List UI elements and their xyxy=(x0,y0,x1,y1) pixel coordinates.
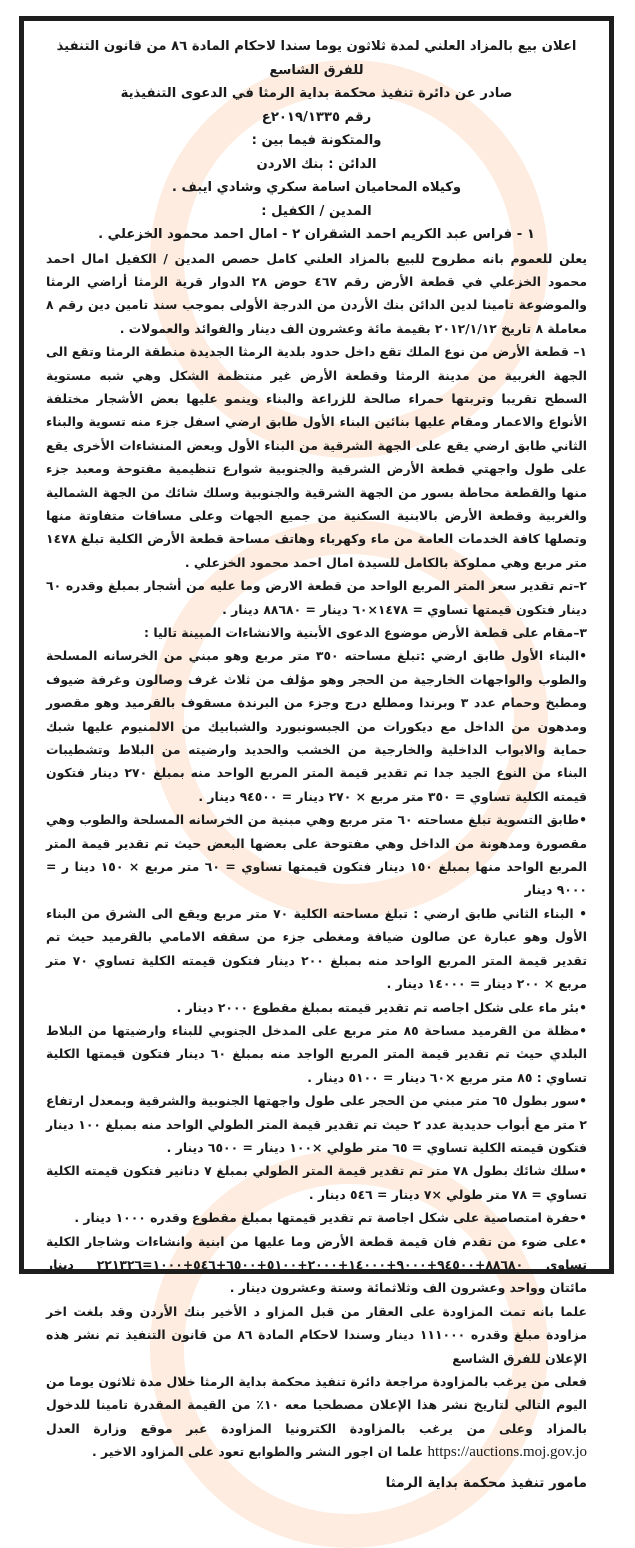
last-bid: علما بانه تمت المزاودة على العقار من قبل المزاو د الأخير بنك الأردن وقد بلغت اخر مزاودة مبلغ وقدره ١١١٠٠٠ دينار وسندا لاحكام المادة ٨٦ من قانون التنفيذ تم نشر هذه الإعلان للفرق الشاسع xyxy=(46,1303,587,1366)
parties-intro: والمتكونة فيما بين : xyxy=(251,133,382,148)
auction-notice xyxy=(19,16,614,1491)
bullet-well: •بئر ماء على شكل اجاصه تم تقدير قيمته بمبلغ مقطوع ٢٠٠٠ دينار . xyxy=(176,999,587,1015)
bullet-total: •على ضوء من تقدم فان قيمة قطعة الأرض وما عليها من ابنية وانشاءات وشاجار الكلية تساوي ٨٨٦٨٠+٩٤٥٠٠+٩٠٠٠+١٤٠٠٠+٢٠٠٠+٥١٠٠+٦٥٠٠+٥٤٦+١٠٠٠=٢٢١٣٢٦ دينار مائتان وواحد وعشرون الف وثلاثمائة وستة وعشرون دينار . xyxy=(46,1233,587,1296)
creditor: الدائن : بنك الاردن xyxy=(256,156,377,172)
item-2: ٢–تم تقدير سعر المتر المربع الواحد من قطعة الارض وما عليه من أشجار بمبلغ وقدره ٦٠ دينار فتكون قيمتها تساوي = ١٤٧٨×٦٠ دينار = ٨٨٦٨٠ دينار . xyxy=(46,578,587,617)
bullet-building-1: •البناء الأول طابق ارضي :تبلغ مساحته ٣٥٠ متر مربع وهو مبني من الخرسانه المسلحة والطوب والواجهات الخارجية من الحجر وهو مؤلف من ثلاث غرف وصالون وغرفة ضيوف ومطبخ وحمام عدد ٣ وبرندا ومطلع درج وجزء من البرندة مسقوف بالقرميد وهو مقصور ومدهون من الداخل مع ديكورات من الجبسونبورد والشبابيك من الالمنيوم عليها شبك حماية والابواب الداخلية والخارجية من الخشب والحديد وارضيته من البلاط وتشطيبات البناء من النوع الجيد جدا تم تقدير قيمة المتر المربع الواحد منه بمبلغ ٢٧٠ دينار فتكون قيمته الكلية تساوي = ٣٥٠ متر مربع × ٢٧٠ دينار = ٩٤٥٠٠ دينار . xyxy=(46,648,587,804)
bullet-wall: •سور بطول ٦٥ متر مبني من الحجر على طول واجهتها الجنوبية والشرقية وبمعدل ارتفاع ٢ متر مع أبواب حديدية عدد ٢ حيث تم تقدير قيمة المتر الطولي الواحد منه بمبلغ ١٠٠ دينار فتكون قيمته الكلية تساوي = ٦٥ متر طولي ×١٠٠ دينار = ٦٥٠٠ دينار . xyxy=(46,1093,587,1155)
notice-title: اعلان بيع بالمزاد العلني لمدة ثلاثون يوما سندا لاحكام المادة ٨٦ من قانون التنفيذ للفرق الشاسع xyxy=(56,39,577,78)
bullet-wire: •سلك شائك بطول ٧٨ متر تم تقدير قيمة المتر الطولي بمبلغ ٧ دنانير فتكون قيمته الكلية تساوي = ٧٨ متر طولي ×٧ دينار = ٥٤٦ دينار . xyxy=(46,1163,587,1202)
debtors: ١ - فراس عبد الكريم احمد الشقران ٢ - امال احمد محمود الخزعلي . xyxy=(98,227,535,242)
item-3: ٣–مقام على قطعة الأرض موضوع الدعوى الأبنية والانشاءات المبينة تاليا : xyxy=(144,625,587,640)
signature: مامور تنفيذ محكمة بداية الرمثا xyxy=(385,1474,587,1491)
instructions-fees: علما ان اجور النشر والطوابع تعود على المزاود الاخير . xyxy=(92,1444,424,1460)
auctions-link[interactable]: https://auctions.moj.gov.jo xyxy=(427,1444,587,1461)
item-1: ١– قطعة الأرض من نوع الملك تقع داخل حدود بلدية الرمثا الجديدة منطقة الرمثا وتقع الى الجهة الغربية من مدينة الرمثا وقطعة الأرض غير منتظمة الشكل وهي شبه مستوية السطح تقريبا وتربتها حمراء صالحة للزراعة والبناء وينمو عليها بعض الأشجار مختلفة الأنواع والاعمار ومقام عليها بنائين البناء الأول طابق ارضي اسفل جزء منه تسوية والبناء الثاني طابق ارضي يقع على الجهة الشرقية من البناء الأول وبعض المنشاءات الأخرى يقع على طول واجهتي قطعة الأرض الشرقية والجنوبية شوارع تنظيمية مفتوحة ومعبد جزء منها والقطعة محاطة بسور من الجهة الشرقية والجنوبية وسلك شائك من الجهة الشمالية والغربية وقطعة الأرض بالابنية السكنية من جميع الجهات وعلى مسافات متفاوتة منها وتصلها كافة الخدمات العامة من ماء وكهرباء وهاتف مساحة قطعة الأرض الكلية تبلغ ١٤٧٨ متر مربع وهي مملوكة بالكامل للسيدة امال احمد محمود الخزعلي . xyxy=(46,344,587,570)
intro-paragraph: يعلن للعموم بانه مطروح للبيع بالمزاد العلني كامل حصص المدين / الكفيل امال احمد محمود الخزعلي في قطعة الأرض رقم ٤٦٧ حوض ٢٨ الدوار قرية الرمثا أراضي الرمثا والموضوعة تامينا لدين الدائن بنك الأردن من الدرجة الأولى بموجب سند تامين دين رقم ٨ معاملة ٨ تاريخ ٢٠١٢/١/١٢ بقيمة مائة وعشرون الف دينار والفوائد والعمولات . xyxy=(46,250,587,336)
bullet-building-2: • البناء الثاني طابق ارضي : تبلغ مساحته الكلية ٧٠ متر مربع ويقع الى الشرق من البناء الأول وهو عبارة عن صالون ضيافة ومغطى جزء من سقفه الامامي بالقرميد حيث تم تقدير قيمة المتر المربع الواحد منه بمبلغ ٢٠٠ دينار فتكون قيمته الكلية تساوي ٧٠ متر مربع × ٢٠٠ دينار = ١٤٠٠٠ دينار . xyxy=(46,905,587,992)
case-number: رقم ٢٠١٩/١٣٣٥ع xyxy=(261,109,372,125)
debtor-label: المدين / الكفيل : xyxy=(261,203,372,219)
attorneys: وكيلاه المحاميان اسامة سكري وشادي ايبف . xyxy=(171,180,462,195)
notice-subtitle: صادر عن دائرة تنفيذ محكمة بداية الرمثا في الدعوى التنفيذية xyxy=(120,86,513,101)
bullet-basement: •طابق التسوية تبلغ مساحته ٦٠ متر مربع وهي مبنية من الخرسانه المسلحة والطوب وهي مقصورة ومدهونة من الداخل وهي مفتوحة على بعضها البعض حيث تم تقدير قيمة المتر المربع الواحد منها بمبلغ ١٥٠ دينار فتكون قيمتها تساوي = ٦٠ متر مربع × ١٥٠ دينا ر = ٩٠٠٠ دينار xyxy=(46,812,587,898)
instructions-text: فعلى من يرغب بالمزاودة مراجعة دائرة تنفيذ محكمة بداية الرمثا خلال مدة ثلاثون يوما من اليوم التالي لتاريخ نشر هذا الإعلان مصطحبا معه ١٠٪ من القيمة المقدرة تامينا للدخول بالمزاد وعلى من يرغب بالمزاودة الكترونيا المزاودة عبر موقع وزارة العدل xyxy=(46,1374,587,1436)
bullet-pit: •حفرة امتصاصية على شكل اجاصة تم تقدير قيمتها بمبلغ مقطوع وقدره ١٠٠٠ دينار . xyxy=(74,1210,587,1226)
instructions xyxy=(46,1370,587,1465)
bullet-canopy: •مظلة من القرميد مساحة ٨٥ متر مربع على المدخل الجنوبي للبناء وارضيتها من البلاط البلدي حيث تم تقدير قيمة المتر المربع الواجد منه بمبلغ ٦٠ دينار فتكون قيمتها الكلية تساوي : ٨٥ متر مربع ×٦٠ دينار = ٥١٠٠ دينار . xyxy=(46,1022,588,1085)
